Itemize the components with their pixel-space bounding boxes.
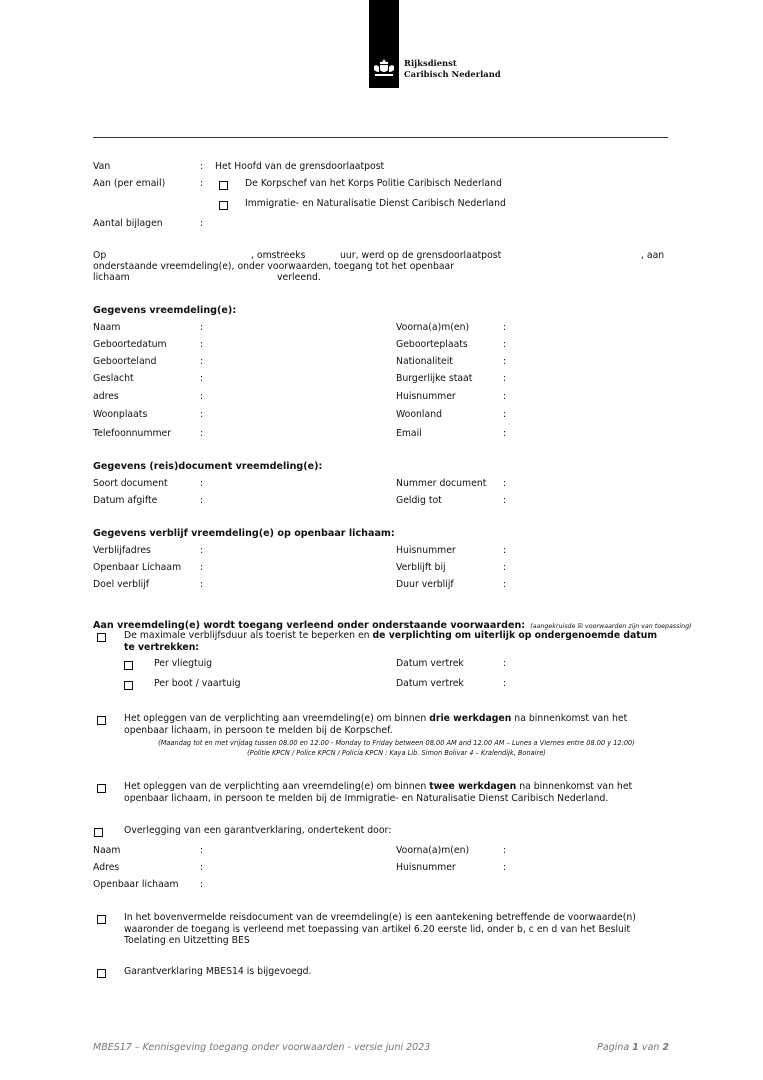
section-title-document: Gegevens (reis)document vreemdeling(e): (93, 461, 323, 472)
condition2-text-pre: Het opleggen van de verplichting aan vreemdeling(e) om binnen (124, 713, 430, 724)
colon: : (503, 678, 507, 689)
colon: : (200, 391, 204, 402)
aan-colon: : (200, 178, 204, 189)
condition4-checkbox[interactable] (94, 828, 103, 837)
page-label: Pagina (597, 1042, 633, 1053)
condition2-text-post: na binnenkomst van het openbaar lichaam, in persoon te melden bij de Korpschef. (124, 713, 628, 736)
field-doel-verblijf: Doel verblijf (93, 579, 150, 590)
logo-text-line2: Caribisch Nederland (404, 69, 501, 79)
colon: : (200, 545, 204, 556)
colon: : (503, 545, 507, 556)
field-soort-document: Soort document (93, 478, 168, 489)
condition3-text-post: na binnenkomst van het openbaar lichaam, in persoon te melden bij de Immigratie- en Naturalisatie Dienst Caribisch Nederland. (124, 781, 633, 804)
colon: : (503, 322, 507, 333)
intro-op: Op (93, 250, 107, 261)
garant-huisnummer: Huisnummer (396, 862, 456, 873)
page-total: 2 (662, 1042, 669, 1053)
bijlagen-colon: : (200, 218, 204, 229)
field-verblijfadres: Verblijfadres (93, 545, 151, 556)
per-boot-checkbox[interactable] (124, 681, 133, 690)
condition6-text: Garantverklaring MBES14 is bijgevoegd. (124, 966, 312, 977)
condition3-text-bold: twee werkdagen (429, 781, 517, 792)
condition2-text (124, 713, 669, 736)
colon: : (200, 373, 204, 384)
datum-vertrek-boot: Datum vertrek (396, 678, 464, 689)
condition1-text (124, 630, 664, 653)
voorwaarden-title: Aan vreemdeling(e) wordt toegang verleend onder onderstaande voorwaarden: (93, 620, 526, 631)
field-geslacht: Geslacht (93, 373, 134, 384)
field-verblijft-bij: Verblijft bij (396, 562, 446, 573)
garant-naam: Naam (93, 845, 121, 856)
field-nummer-document: Nummer document (396, 478, 487, 489)
field-voornamen: Voorna(a)m(en) (396, 322, 470, 333)
condition3-text (124, 781, 669, 804)
aan-option2-checkbox[interactable] (219, 201, 228, 210)
colon: : (200, 845, 204, 856)
condition3-checkbox[interactable] (97, 784, 106, 793)
logo (369, 0, 501, 88)
condition1-checkbox[interactable] (97, 633, 106, 642)
intro-verleend: verleend. (277, 272, 321, 283)
footer-document-id: MBES17 – Kennisgeving toegang onder voorwaarden - versie juni 2023 (93, 1042, 431, 1053)
intro-omstreeks: , omstreeks (251, 250, 306, 261)
colon: : (200, 862, 204, 873)
field-nationaliteit: Nationaliteit (396, 356, 453, 367)
condition2-checkbox[interactable] (97, 716, 106, 725)
van-colon: : (200, 161, 204, 172)
condition3-text-pre: Het opleggen van de verplichting aan vreemdeling(e) om binnen (124, 781, 430, 792)
datum-vertrek-vliegtuig: Datum vertrek (396, 658, 464, 669)
colon: : (200, 428, 204, 439)
field-verblijf-huisnummer: Huisnummer (396, 545, 456, 556)
garant-voornamen: Voorna(a)m(en) (396, 845, 470, 856)
colon: : (503, 428, 507, 439)
intro-aan: , aan (641, 250, 665, 261)
colon: : (503, 356, 507, 367)
colon: : (503, 391, 507, 402)
colon: : (503, 658, 507, 669)
aan-option1-label: De Korpschef van het Korps Politie Caribisch Nederland (245, 178, 502, 189)
aan-option2-label: Immigratie- en Naturalisatie Dienst Caribisch Nederland (245, 198, 506, 209)
field-geldig-tot: Geldig tot (396, 495, 442, 506)
condition2-note1: (Maandag tot en met vrijdag tussen 08.00 en 12.00 - Monday to Friday between 08.00 AM and 12.00 AM – Lunes a Viernes entre 08.00 y 12:00) (158, 739, 635, 747)
field-burgerlijke-staat: Burgerlijke staat (396, 373, 473, 384)
colon: : (200, 322, 204, 333)
field-geboorteland: Geboorteland (93, 356, 157, 367)
colon: : (503, 579, 507, 590)
aan-option1-checkbox[interactable] (219, 181, 228, 190)
colon: : (200, 495, 204, 506)
field-datum-afgifte: Datum afgifte (93, 495, 158, 506)
intro-lichaam: lichaam (93, 272, 130, 283)
field-openbaar-lichaam: Openbaar Lichaam (93, 562, 182, 573)
colon: : (200, 356, 204, 367)
header-rule (93, 137, 668, 138)
colon: : (503, 373, 507, 384)
field-woonland: Woonland (396, 409, 442, 420)
colon: : (200, 562, 204, 573)
garant-adres: Adres (93, 862, 120, 873)
field-telefoonnummer: Telefoonnummer (93, 428, 172, 439)
aan-label: Aan (per email) (93, 178, 166, 189)
voorwaarden-title-note: (aangekruisde ☒ voorwaarden zijn van toepassing) (530, 623, 692, 630)
field-huisnummer: Huisnummer (396, 391, 456, 402)
colon: : (503, 495, 507, 506)
logo-bar (369, 0, 399, 88)
intro-uur: uur, werd op de grensdoorlaatpost (340, 250, 502, 261)
condition1-text-plain: De maximale verblijfsduur als toerist te beperken en (124, 630, 373, 641)
condition1-text-bold: de verplichting om uiterlijk op ondergenoemde datum te vertrekken: (124, 630, 658, 653)
per-vliegtuig-label: Per vliegtuig (154, 658, 213, 669)
field-geboortedatum: Geboortedatum (93, 339, 167, 350)
field-naam: Naam (93, 322, 121, 333)
condition2-note2: (Politie KPCN / Police KPCN / Policía KPCN : Kaya Lib. Simon Bolivar 4 – Kralendijk, Bonaire) (247, 749, 546, 757)
coat-of-arms-icon (372, 58, 396, 78)
section-title-verblijf: Gegevens verblijf vreemdeling(e) op openbaar lichaam: (93, 528, 395, 539)
footer-page-number (597, 1042, 669, 1053)
per-boot-label: Per boot / vaartuig (154, 678, 241, 689)
condition5-text: In het bovenvermelde reisdocument van de vreemdeling(e) is een aantekening betreffende de voorwaarde(n) waaronder de toegang is verleend met toepassing van artikel 6.20 eerste lid, onder b, c en d van het Besluit Toelating en Uitzetting BES (124, 912, 636, 946)
field-adres: adres (93, 391, 119, 402)
colon: : (200, 409, 204, 420)
colon: : (200, 478, 204, 489)
colon: : (503, 478, 507, 489)
section-title-vreemdeling: Gegevens vreemdeling(e): (93, 305, 237, 316)
condition6-checkbox[interactable] (97, 969, 106, 978)
field-email: Email (396, 428, 422, 439)
page-of: van (638, 1042, 663, 1053)
colon: : (503, 409, 507, 420)
per-vliegtuig-checkbox[interactable] (124, 661, 133, 670)
field-duur-verblijf: Duur verblijf (396, 579, 454, 590)
condition5-checkbox[interactable] (97, 915, 106, 924)
intro-line2: onderstaande vreemdeling(e), onder voorwaarden, toegang tot het openbaar (93, 261, 455, 272)
condition4-text: Overlegging van een garantverklaring, ondertekent door: (124, 825, 392, 836)
garant-openbaar-lichaam: Openbaar lichaam (93, 879, 179, 890)
logo-text-line1: Rijksdienst (404, 58, 457, 68)
colon: : (503, 862, 507, 873)
colon: : (200, 879, 204, 890)
colon: : (503, 562, 507, 573)
colon: : (503, 339, 507, 350)
colon: : (200, 339, 204, 350)
condition2-text-bold: drie werkdagen (429, 713, 512, 724)
van-label: Van (93, 161, 111, 172)
colon: : (503, 845, 507, 856)
bijlagen-label: Aantal bijlagen (93, 218, 163, 229)
van-value: Het Hoofd van de grensdoorlaatpost (215, 161, 385, 172)
colon: : (200, 579, 204, 590)
field-woonplaats: Woonplaats (93, 409, 148, 420)
field-geboorteplaats: Geboorteplaats (396, 339, 468, 350)
page-current: 1 (632, 1042, 639, 1053)
